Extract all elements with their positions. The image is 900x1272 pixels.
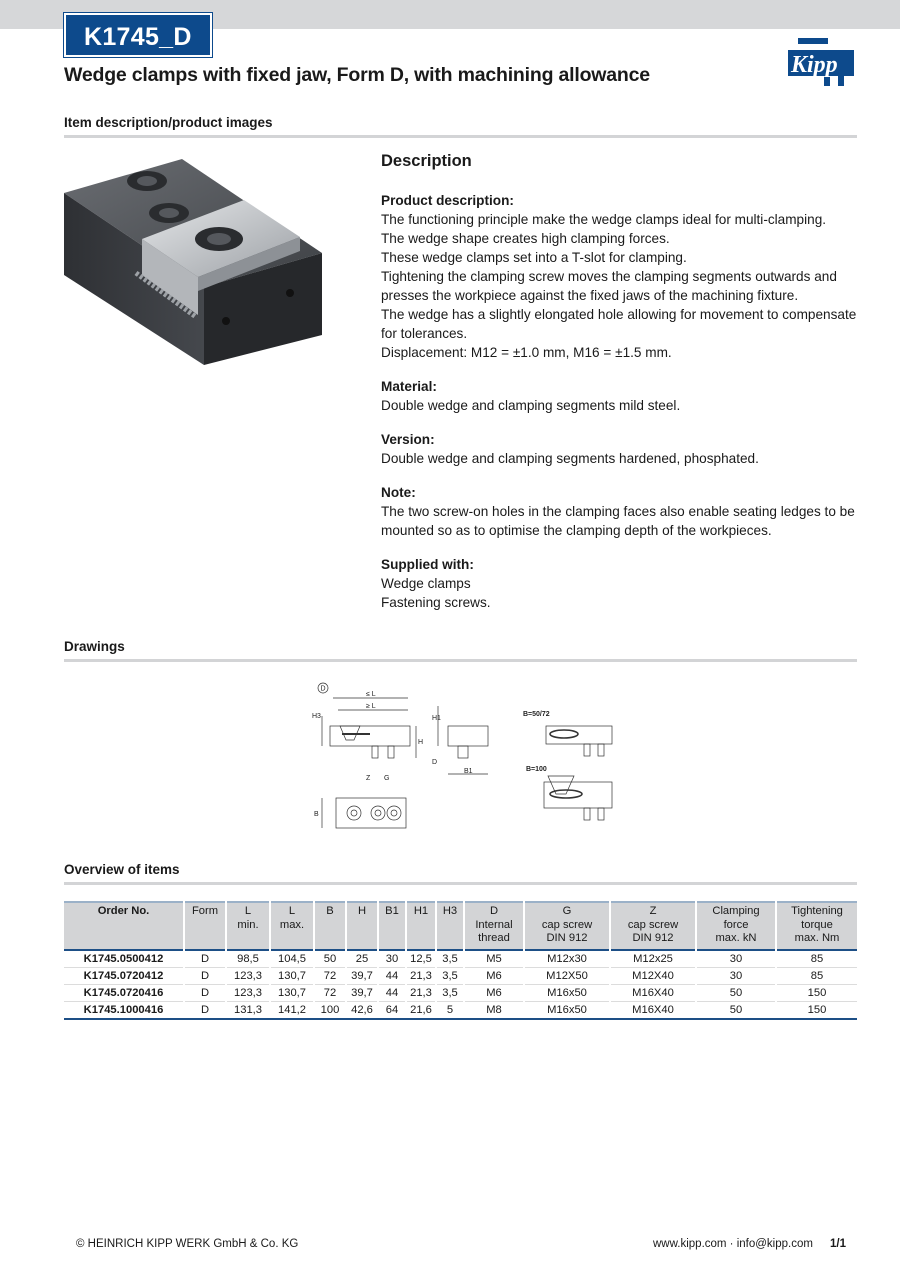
column-header (64, 902, 184, 950)
column-header-line: cap screw (541, 918, 593, 931)
table-row (64, 967, 857, 984)
block-title: Version: (381, 432, 435, 447)
column-header-line: max. kN (715, 932, 757, 944)
column-header (464, 902, 524, 950)
table-cell: 5 (436, 1001, 464, 1019)
footer-contact: www.kipp.com · info@kipp.com (653, 1238, 813, 1250)
drawing-label-form: D (320, 685, 326, 693)
table-cell: 30 (378, 950, 406, 968)
table-cell: M5 (464, 950, 524, 968)
column-header (378, 902, 406, 950)
block-line: Wedge clamps (381, 576, 471, 591)
table-cell: D (184, 984, 226, 1001)
table-header-row (64, 902, 857, 950)
drawing-label-b1: B1 (464, 768, 473, 775)
column-header-line: Clamping (712, 905, 760, 917)
column-header-line: B1 (385, 905, 399, 917)
block-line: Double wedge and clamping segments hardened, phosphated. (381, 451, 759, 466)
column-header (436, 902, 464, 950)
table-cell: 130,7 (270, 984, 314, 1001)
column-header-line: D (489, 905, 499, 917)
column-header (696, 902, 776, 950)
column-header-line: L (244, 905, 252, 917)
column-header-line: force (723, 918, 749, 931)
section-rule (64, 882, 857, 885)
table-cell: M16x50 (524, 984, 610, 1001)
footer-copyright: © HEINRICH KIPP WERK GmbH & Co. KG (76, 1238, 299, 1250)
drawing-label-b5072: B=50/72 (523, 711, 550, 718)
table-cell: 72 (314, 967, 346, 984)
product-image (64, 155, 326, 367)
column-header (524, 902, 610, 950)
column-header (314, 902, 346, 950)
block-title: Product description: (381, 193, 514, 208)
table-cell: 141,2 (270, 1001, 314, 1019)
column-header (776, 902, 857, 950)
drawing-label-h3: H3 (312, 713, 321, 720)
column-header-line: Z (649, 905, 657, 917)
table-cell: M6 (464, 967, 524, 984)
table-cell: 3,5 (436, 967, 464, 984)
column-header-line: Order No. (97, 905, 150, 917)
description-heading: Description (381, 152, 472, 170)
note-block (381, 483, 859, 540)
section-drawings: Drawings (64, 639, 125, 654)
table-cell: 50 (696, 984, 776, 1001)
column-header-line: max. (279, 918, 305, 931)
order-number-cell: K1745.0720416 (64, 984, 184, 1001)
version-block (381, 430, 859, 468)
table-cell: 3,5 (436, 984, 464, 1001)
svg-text:Kipp: Kipp (791, 52, 838, 78)
kipp-logo (784, 36, 858, 92)
table-cell: M12X40 (610, 967, 696, 984)
drawing-label-le-l: ≤ L (366, 691, 376, 698)
table-cell: 50 (314, 950, 346, 968)
column-header-line: min. (237, 918, 259, 931)
table-cell: 123,3 (226, 967, 270, 984)
section-rule (64, 659, 857, 662)
block-line: The wedge shape creates high clamping forces. (381, 231, 670, 246)
drawing-label-g: G (384, 775, 390, 782)
table-cell: 131,3 (226, 1001, 270, 1019)
footer-page-number: 1/1 (830, 1238, 846, 1250)
section-item-description: Item description/product images (64, 115, 273, 130)
technical-drawing (308, 676, 628, 851)
column-header (226, 902, 270, 950)
drawing-label-b100: B=100 (526, 766, 547, 773)
product-description-block (381, 191, 859, 362)
table-cell: 50 (696, 1001, 776, 1019)
table-cell: 123,3 (226, 984, 270, 1001)
drawing-label-d: D (432, 759, 438, 766)
column-header (610, 902, 696, 950)
column-header-line: max. Nm (794, 932, 840, 944)
section-rule (64, 135, 857, 138)
block-line: These wedge clamps set into a T-slot for clamping. (381, 250, 687, 265)
table-cell: 39,7 (346, 967, 378, 984)
table-cell: 21,3 (406, 967, 436, 984)
table-cell: M16X40 (610, 984, 696, 1001)
table-cell: 104,5 (270, 950, 314, 968)
table-cell: 3,5 (436, 950, 464, 968)
column-header-line: DIN 912 (632, 932, 674, 944)
drawing-label-ge-l: ≥ L (366, 703, 376, 710)
table-cell: M16X40 (610, 1001, 696, 1019)
table-cell: M12x25 (610, 950, 696, 968)
table-cell: 150 (776, 1001, 857, 1019)
column-header-line: thread (478, 932, 510, 944)
drawing-label-h1: H1 (432, 715, 441, 722)
table-cell: 100 (314, 1001, 346, 1019)
block-title: Supplied with: (381, 557, 474, 572)
order-number-cell: K1745.0720412 (64, 967, 184, 984)
table-cell: 21,3 (406, 984, 436, 1001)
table-cell: 44 (378, 984, 406, 1001)
column-header (346, 902, 378, 950)
items-table (64, 901, 857, 1020)
column-header-line: Internal (475, 918, 513, 931)
column-header (270, 902, 314, 950)
column-header-line: torque (801, 918, 833, 931)
column-header (184, 902, 226, 950)
table-row (64, 950, 857, 968)
block-line: Tightening the clamping screw moves the clamping segments outwards and presses the workpiece against the fixed jaws of the machining fixture. (381, 269, 837, 303)
table-cell: 44 (378, 967, 406, 984)
block-line: Displacement: M12 = ±1.0 mm, M16 = ±1.5 mm. (381, 345, 672, 360)
column-header-line: cap screw (627, 918, 679, 931)
page-title: Wedge clamps with fixed jaw, Form D, with machining allowance (64, 64, 650, 86)
table-cell: 85 (776, 950, 857, 968)
table-cell: 85 (776, 967, 857, 984)
table-cell: 30 (696, 967, 776, 984)
section-overview: Overview of items (64, 862, 180, 877)
column-header-line: DIN 912 (546, 932, 588, 944)
block-title: Note: (381, 485, 416, 500)
table-cell: 64 (378, 1001, 406, 1019)
drawing-label-h: H (418, 739, 424, 746)
table-cell: D (184, 950, 226, 968)
table-cell: 72 (314, 984, 346, 1001)
block-line: The two screw-on holes in the clamping faces also enable seating ledges to be mounted so as to optimise the clamping depth of the workpieces. (381, 504, 855, 538)
order-number-cell: K1745.1000416 (64, 1001, 184, 1019)
column-header-line: G (562, 905, 572, 917)
material-block (381, 377, 859, 415)
column-header-line: H1 (413, 905, 429, 917)
table-cell: M6 (464, 984, 524, 1001)
table-cell: 150 (776, 984, 857, 1001)
items-table-wrap (64, 901, 857, 1020)
table-cell: 42,6 (346, 1001, 378, 1019)
block-line: Fastening screws. (381, 595, 491, 610)
description-panel (381, 152, 859, 627)
order-number-cell: K1745.0500412 (64, 950, 184, 968)
table-cell: D (184, 967, 226, 984)
drawing-label-z: Z (366, 775, 371, 782)
table-cell: 25 (346, 950, 378, 968)
column-header-line: Tightening (791, 905, 843, 917)
column-header-line: L (288, 905, 296, 917)
column-header (406, 902, 436, 950)
product-code-badge: K1745_D (64, 13, 212, 57)
block-title: Material: (381, 379, 437, 394)
supplied-with-block (381, 555, 859, 612)
block-line: The functioning principle make the wedge clamps ideal for multi-clamping. (381, 212, 827, 227)
table-row (64, 1001, 857, 1019)
block-line: The wedge has a slightly elongated hole allowing for movement to compensate for tolerances. (381, 307, 857, 341)
block-line: Double wedge and clamping segments mild steel. (381, 398, 681, 413)
table-cell: M12x30 (524, 950, 610, 968)
column-header-line: Form (191, 905, 219, 917)
table-cell: 21,6 (406, 1001, 436, 1019)
table-cell: M16x50 (524, 1001, 610, 1019)
column-header-line: H3 (442, 905, 458, 917)
table-cell: 130,7 (270, 967, 314, 984)
table-cell: 39,7 (346, 984, 378, 1001)
table-row (64, 984, 857, 1001)
table-cell: 30 (696, 950, 776, 968)
table-cell: M12X50 (524, 967, 610, 984)
table-cell: 12,5 (406, 950, 436, 968)
table-body (64, 950, 857, 1019)
column-header-line: H (357, 905, 367, 917)
table-cell: D (184, 1001, 226, 1019)
table-cell: 98,5 (226, 950, 270, 968)
table-cell: M8 (464, 1001, 524, 1019)
drawing-label-b: B (314, 811, 319, 818)
column-header-line: B (326, 905, 334, 917)
